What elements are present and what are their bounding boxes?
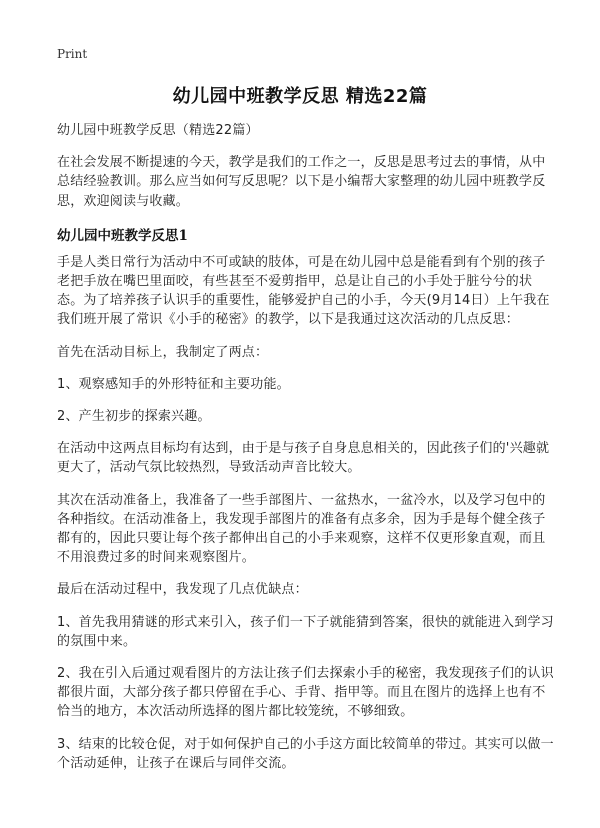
section-heading: 幼儿园中班教学反思1	[57, 227, 188, 244]
paragraph: 首先在活动目标上，我制定了两点：	[57, 344, 269, 360]
document-title: 幼儿园中班教学反思 精选22篇	[172, 86, 428, 107]
paragraph: 3、结束的比较仓促，对于如何保护自己的小手这方面比较简单的带过。其实可以做一个活动延伸，让孩子在课后与同伴交流。	[57, 736, 554, 771]
document-subtitle: 幼儿园中班教学反思（精选22篇）	[57, 123, 259, 138]
paragraph: 1、首先我用猜谜的形式来引入，孩子们一下子就能猜到答案，很快的就能进入到学习的氛围中来。	[57, 614, 554, 649]
paragraph: 2、产生初步的探索兴趣。	[57, 409, 211, 425]
paragraph: 1、观察感知手的外形特征和主要功能。	[57, 376, 290, 392]
intro-paragraph: 在社会发展不断提速的今天，教学是我们的工作之一，反思是思考过去的事情，从中总结经验教训。那么应当如何写反思呢？以下是小编帮大家整理的幼儿园中班教学反思，欢迎阅读与收藏。	[57, 155, 546, 209]
document-body	[57, 121, 557, 786]
paragraph: 手是人类日常行为活动中不可或缺的肢体，可是在幼儿园中总是能看到有个别的孩子老把手放在嘴巴里面咬，有些甚至不爱剪指甲，总是让自己的小手处于脏兮兮的状态。为了培养孩子认识手的重要性，能够爱护自己的小手，今天(9月14日）上午我在我们班开展了常识《小手的秘密》的教学，以下是我通过这次活动的几点反思：	[57, 254, 550, 328]
paragraph: 2、我在引入后通过观看图片的方法让孩子们去探索小手的秘密，我发现孩子们的认识都很片面，大部分孩子都只停留在手心、手背、指甲等。而且在图片的选择上也有不恰当的地方，本次活动所选择的图片都比较笼统，不够细致。	[57, 666, 554, 720]
print-label[interactable]: Print	[57, 47, 88, 61]
paragraph: 其次在活动准备上，我准备了一些手部图片、一盆热水，一盆冷水，以及学习包中的各种指纹。在活动准备上，我发现手部图片的准备有点多余，因为手是每个健全孩子都有的，因此只要让每个孩子都伸出自己的小手来观察，这样不仅更形象直观，而且不用浪费过多的时间来观察图片。	[57, 492, 546, 566]
paragraph: 在活动中这两点目标均有达到，由于是与孩子自身息息相关的，因此孩子们的'兴趣就更大了，活动气氛比较热烈，导致活动声音比较大。	[57, 441, 550, 476]
paragraph: 最后在活动过程中，我发现了几点优缺点：	[57, 582, 308, 598]
